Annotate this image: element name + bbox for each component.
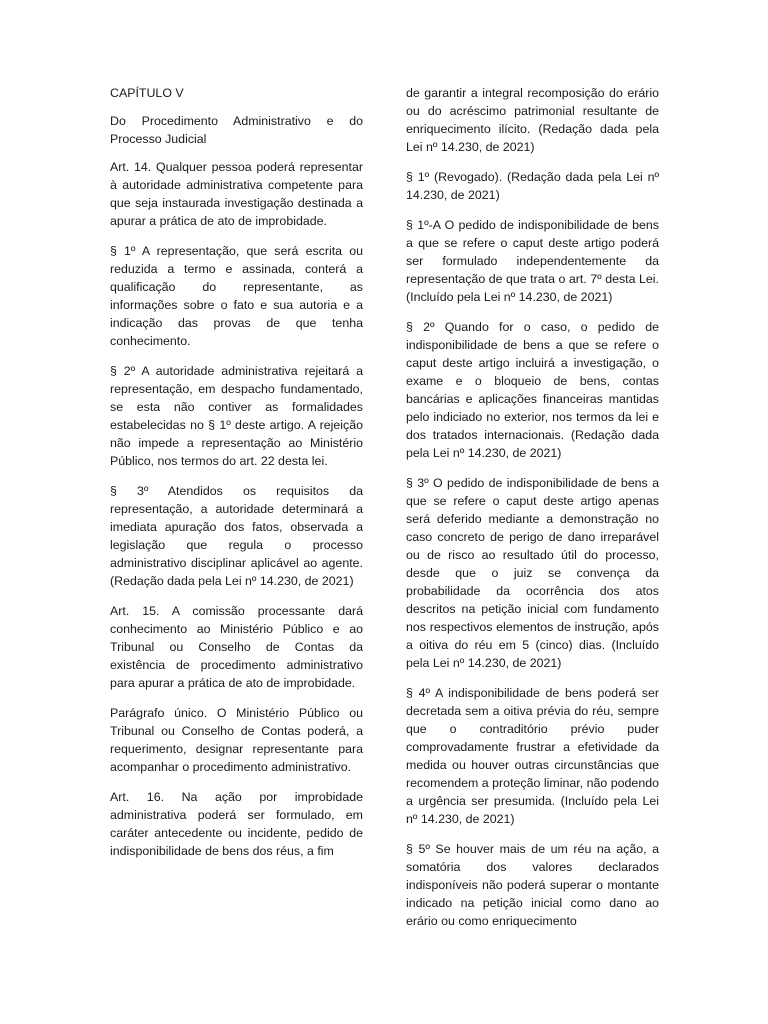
article-16-paragraph-4: § 4º A indisponibilidade de bens poderá ser decretada sem a oitiva prévia do réu, sempre que o contraditório prévio puder comprovadamente frustrar a efetividade da medida ou houver outras circunstâncias que recomendem a proteção liminar, não podendo a urgência ser presumida. (Incluído pela Lei nº 14.230, de 2021) <box>406 686 659 826</box>
right-column <box>406 84 659 942</box>
article-16-paragraph-1: § 1º (Revogado). (Redação dada pela Lei nº 14.230, de 2021) <box>406 170 659 202</box>
chapter-heading: CAPÍTULO V <box>110 86 184 100</box>
article-15: Art. 15. A comissão processante dará conhecimento ao Ministério Público e ao Tribunal ou Conselho de Contas da existência de procedimento administrativo para apurar a prática de ato de improbidade. <box>110 604 363 690</box>
article-16-paragraph-3: § 3º O pedido de indisponibilidade de bens a que se refere o caput deste artigo apenas será deferido mediante a demonstração no caso concreto de perigo de dano irreparável ou de risco ao resultado útil do processo, desde que o juiz se convença da probabilidade da ocorrência dos atos descritos na petição inicial com fundamento nos respectivos elementos de instrução, após a oitiva do réu em 5 (cinco) dias. (Incluído pela Lei nº 14.230, de 2021) <box>406 476 659 670</box>
article-16-continuation: de garantir a integral recomposição do erário ou do acréscimo patrimonial resultante de enriquecimento ilícito. (Redação dada pela Lei nº 14.230, de 2021) <box>406 86 659 154</box>
article-15-sole-paragraph: Parágrafo único. O Ministério Público ou Tribunal ou Conselho de Contas poderá, a requerimento, designar representante para acompanhar o procedimento administrativo. <box>110 706 363 774</box>
article-14-paragraph-1: § 1º A representação, que será escrita ou reduzida a termo e assinada, conterá a qualificação do representante, as informações sobre o fato e sua autoria e a indicação das provas de que tenha conhecimento. <box>110 244 363 348</box>
chapter-subtitle: Do Procedimento Administrativo e do Processo Judicial <box>110 114 363 146</box>
article-14: Art. 14. Qualquer pessoa poderá representar à autoridade administrativa competente para que seja instaurada investigação destinada a apurar a prática de ato de improbidade. <box>110 160 363 228</box>
article-16-paragraph-2: § 2º Quando for o caso, o pedido de indisponibilidade de bens a que se refere o caput deste artigo incluirá a investigação, o exame e o bloqueio de bens, contas bancárias e aplicações financeiras mantidas pelo indiciado no exterior, nos termos da lei e dos tratados internacionais. (Redação dada pela Lei nº 14.230, de 2021) <box>406 320 659 460</box>
article-14-paragraph-3: § 3º Atendidos os requisitos da representação, a autoridade determinará a imediata apuração dos fatos, observada a legislação que regula o processo administrativo disciplinar aplicável ao agente. (Redação dada pela Lei nº 14.230, de 2021) <box>110 484 363 588</box>
left-column <box>110 84 363 872</box>
article-16-paragraph-1a: § 1º-A O pedido de indisponibilidade de bens a que se refere o caput deste artigo poderá ser formulado independentemente da representação de que trata o art. 7º desta Lei. (Incluído pela Lei nº 14.230, de 2021) <box>406 218 659 304</box>
article-14-paragraph-2: § 2º A autoridade administrativa rejeitará a representação, em despacho fundamentado, se esta não contiver as formalidades estabelecidas no § 1º deste artigo. A rejeição não impede a representação ao Ministério Público, nos termos do art. 22 desta lei. <box>110 364 363 468</box>
article-16-paragraph-5: § 5º Se houver mais de um réu na ação, a somatória dos valores declarados indisponíveis não poderá superar o montante indicado na petição inicial como dano ao erário ou como enriquecimento <box>406 842 659 928</box>
article-16: Art. 16. Na ação por improbidade administrativa poderá ser formulado, em caráter antecedente ou incidente, pedido de indisponibilidade de bens dos réus, a fim <box>110 790 363 858</box>
